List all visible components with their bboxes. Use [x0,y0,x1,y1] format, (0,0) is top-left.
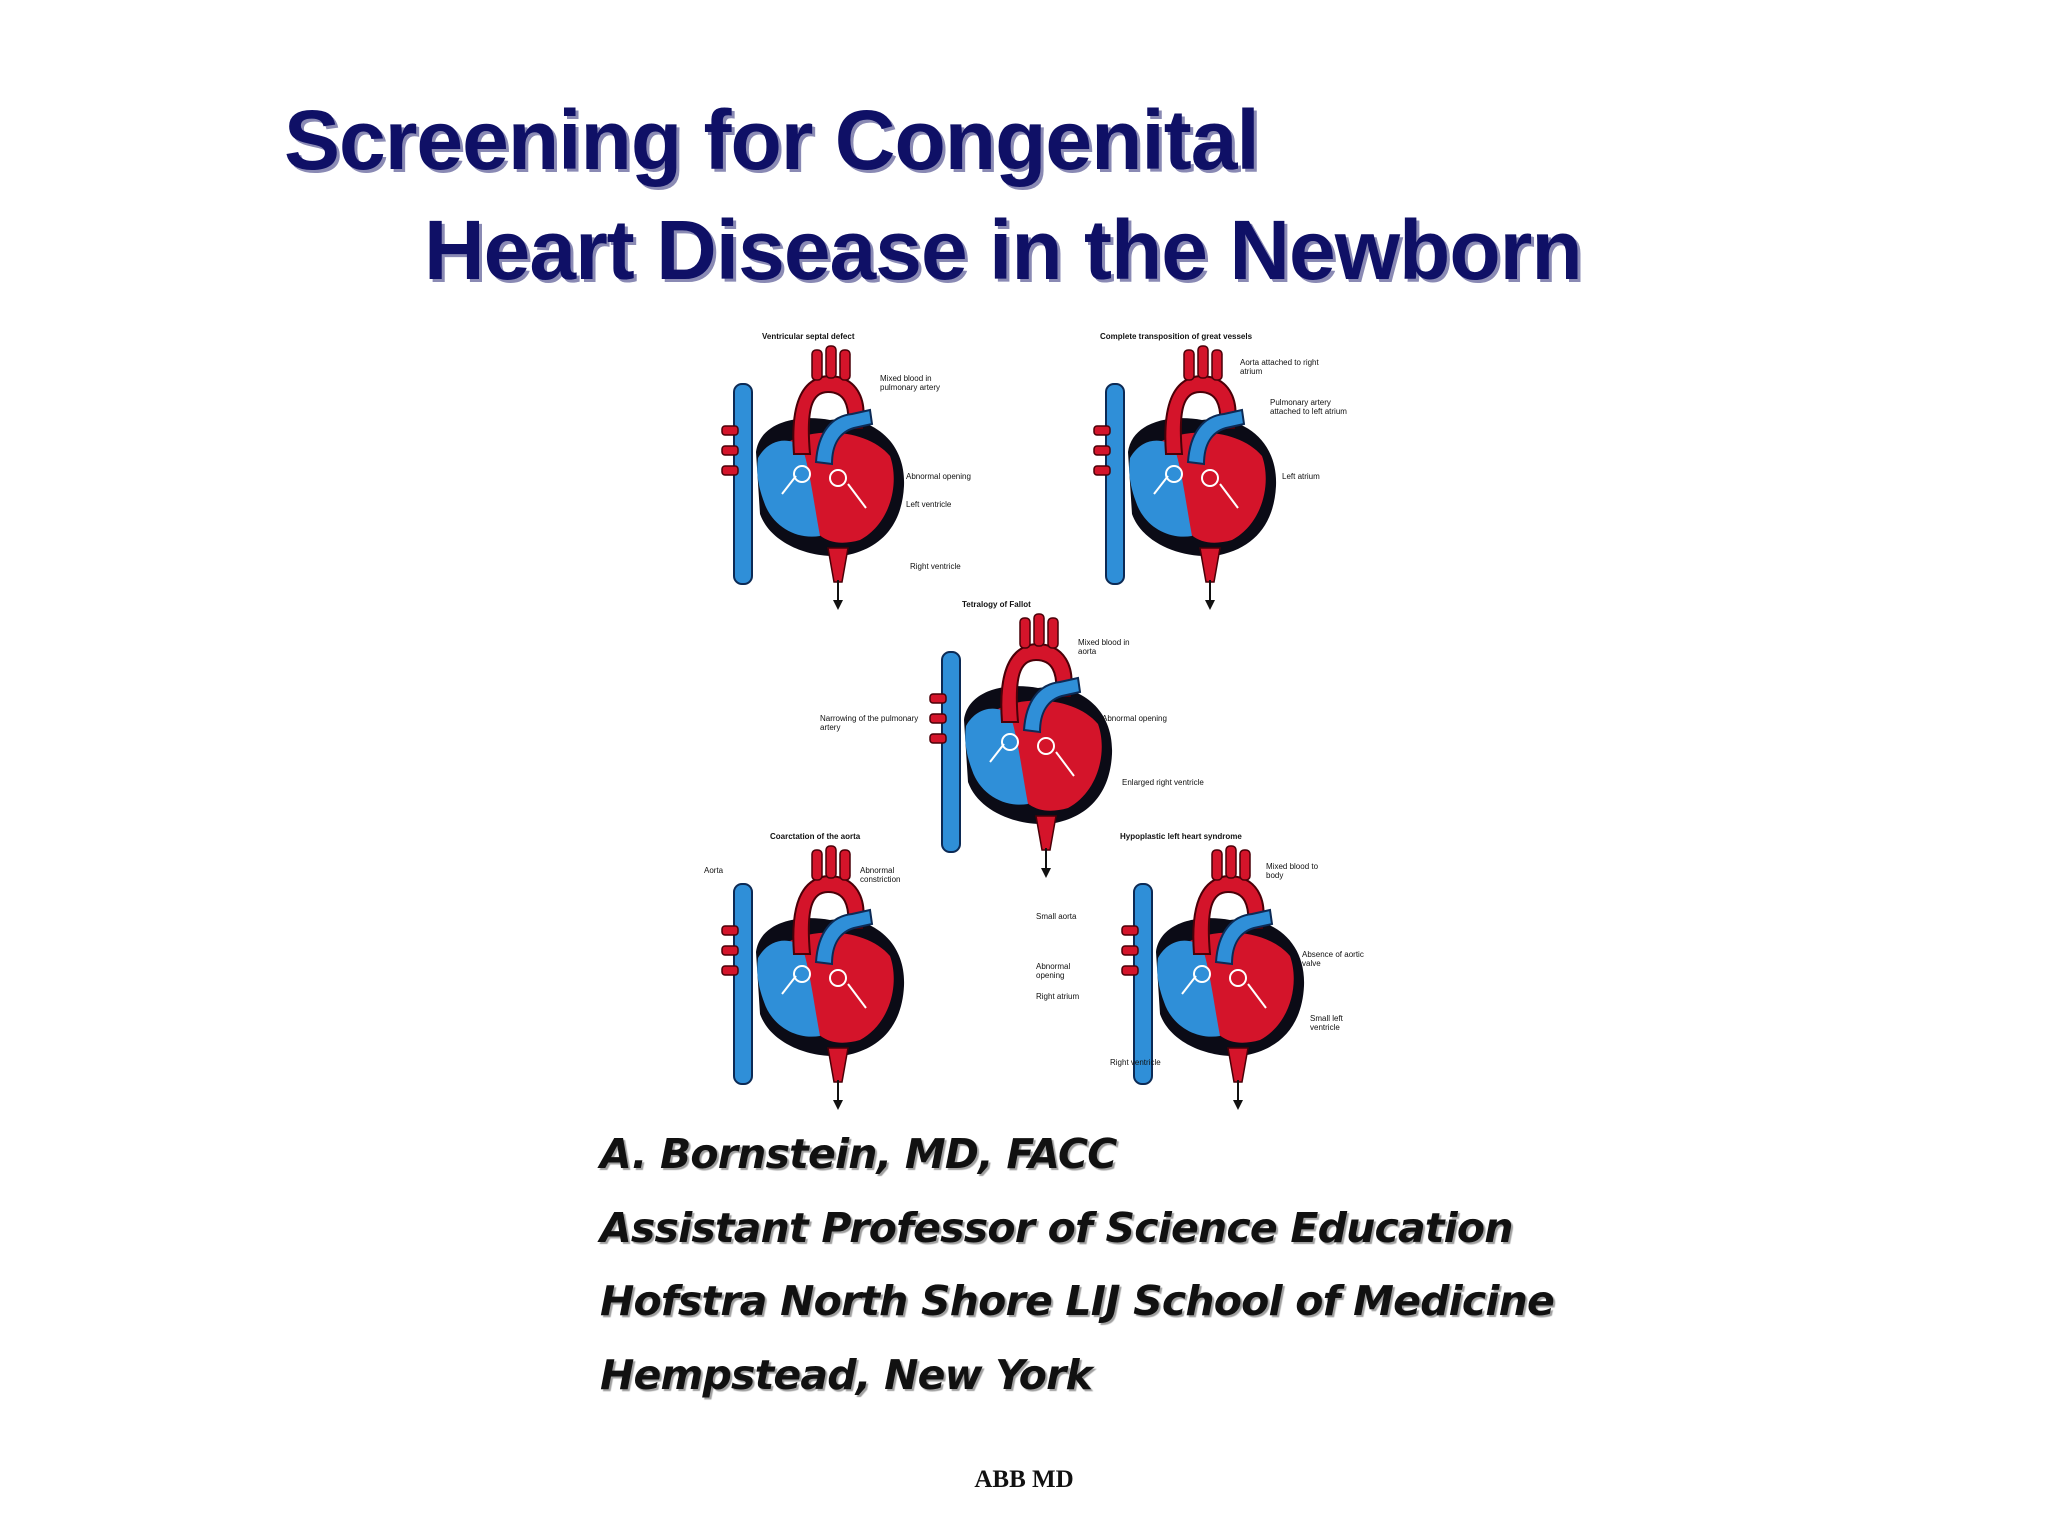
panel-label: Small aorta [1036,912,1077,921]
panel-label: Mixed blood in aorta [1078,638,1130,656]
panel-ventricular-septal-defect [720,326,1000,616]
panel-title: Hypoplastic left heart syndrome [1120,832,1242,841]
panel-label: Abnormal opening [1102,714,1167,723]
heart-diagram [1092,344,1292,614]
congenital-heart-defects-illustration [700,326,1380,1108]
panel-label: Narrowing of the pulmonary artery [820,714,919,732]
slide-title-line-1: Screening for Congenital [284,93,1259,187]
panel-label: Small left ventricle [1310,1014,1343,1032]
panel-label: Pulmonary artery attached to left atrium [1270,398,1347,416]
panel-title: Coarctation of the aorta [770,832,861,841]
panel-label: Aorta attached to right atrium [1240,358,1319,376]
panel-label: Right ventricle [1110,1058,1161,1067]
author-name: A. Bornstein, MD, FACC [600,1130,1117,1178]
panel-label: Mixed blood to body [1266,862,1319,880]
slide-title-line-2: Heart Disease in the Newborn [424,203,1582,297]
heart-diagram [720,844,920,1114]
panel-title: Ventricular septal defect [762,332,855,341]
panel-label: Enlarged right ventricle [1122,778,1204,787]
slide-footer: ABB MD [974,1466,1074,1493]
heart-diagram [1120,844,1320,1114]
panel-label: Absence of aortic valve [1302,950,1364,968]
panel-label: Right atrium [1036,992,1080,1001]
panel-title: Complete transposition of great vessels [1100,332,1253,341]
author-location: Hempstead, New York [600,1351,1092,1399]
author-title: Assistant Professor of Science Education [600,1204,1513,1252]
panel-label: Abnormal constriction [860,866,901,884]
panel-label: Right ventricle [910,562,961,571]
panel-label: Left ventricle [906,500,952,509]
panel-title: Tetralogy of Fallot [962,600,1031,609]
panel-coarctation [704,826,1000,1116]
panel-label: Left atrium [1282,472,1320,481]
panel-label: Abnormal opening [1036,962,1071,980]
panel-hypoplastic-left-heart [1036,826,1380,1116]
panel-label: Mixed blood in pulmonary artery [880,374,941,392]
panel-transposition [1080,326,1380,616]
panel-label: Abnormal opening [906,472,971,481]
author-institution: Hofstra North Shore LIJ School of Medicine [600,1277,1555,1325]
panel-label: Aorta [704,866,724,875]
